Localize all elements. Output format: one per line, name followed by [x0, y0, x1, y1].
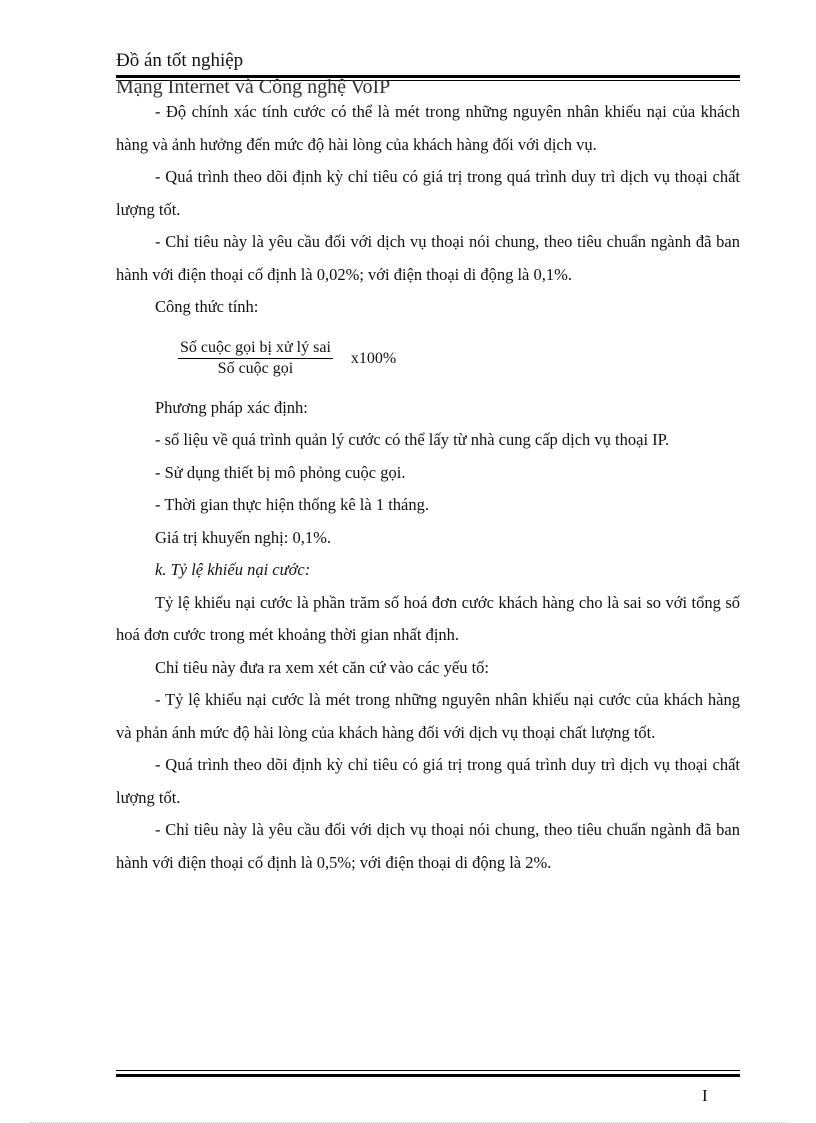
document-body	[116, 96, 740, 879]
paragraph: Chỉ tiêu này đưa ra xem xét căn cứ vào các yếu tố:	[155, 657, 490, 677]
page-number: I	[702, 1086, 708, 1105]
formula-fraction	[178, 339, 333, 378]
paragraph: - Quá trình theo dõi định kỳ chỉ tiêu có giá trị trong quá trình duy trì dịch vụ thoại chất lượng tốt.	[116, 755, 740, 807]
paragraph: - Chỉ tiêu này là yêu cầu đối với dịch vụ thoại nói chung, theo tiêu chuẩn ngành đã ban hành với điện thoại cố định là 0,5%; với điện thoại di động là 2%.	[116, 820, 740, 872]
formula-label: Công thức tính:	[155, 297, 259, 316]
formula-denominator: Số cuộc gọi	[217, 360, 294, 377]
paragraph: - Sử dụng thiết bị mô phỏng cuộc gọi.	[155, 462, 406, 482]
formula-numerator: Số cuộc gọi bị xử lý sai	[178, 339, 333, 359]
paragraph: - Quá trình theo dõi định kỳ chỉ tiêu có giá trị trong quá trình duy trì dịch vụ thoại chất lượng tốt.	[116, 167, 740, 219]
footer-rule-thick	[116, 1074, 740, 1077]
paragraph: - Độ chính xác tính cước có thể là mét trong những nguyên nhân khiếu nại của khách hàng và ảnh hưởng đến mức độ hài lòng của khách hàng đối với dịch vụ.	[116, 102, 740, 154]
paragraph: Giá trị khuyến nghị: 0,1%.	[155, 527, 331, 547]
formula	[116, 326, 740, 392]
paragraph: - số liệu về quá trình quản lý cước có thể lấy từ nhà cung cấp dịch vụ thoại IP.	[155, 430, 670, 449]
paragraph: - Chỉ tiêu này là yêu cầu đối với dịch vụ thoại nói chung, theo tiêu chuẩn ngành đã ban hành với điện thoại cố định là 0,02%; với điện thoại di động là 0,1%.	[116, 232, 740, 284]
formula-multiplier: x100%	[350, 349, 397, 367]
paragraph: Tỷ lệ khiếu nại cước là phần trăm số hoá đơn cước khách hàng cho là sai so với tổng số hoá đơn cước trong mét khoảng thời gian nhất định.	[116, 592, 740, 644]
paragraph: Phương pháp xác định:	[155, 397, 308, 417]
paragraph: - Thời gian thực hiện thống kê là 1 tháng.	[155, 495, 429, 514]
document-header-title: Đồ án tốt nghiệp	[116, 50, 244, 71]
footer-rule-thin	[116, 1070, 740, 1071]
document-header-subtitle: Mạng Internet và Công nghệ VoIP	[116, 76, 391, 98]
section-heading: k. Tỷ lệ khiếu nại cước:	[155, 560, 311, 579]
paragraph: - Tỷ lệ khiếu nại cước là mét trong những nguyên nhân khiếu nại cước của khách hàng và phản ánh mức độ hài lòng của khách hàng đối với dịch vụ thoại chất lượng tốt.	[116, 690, 740, 742]
